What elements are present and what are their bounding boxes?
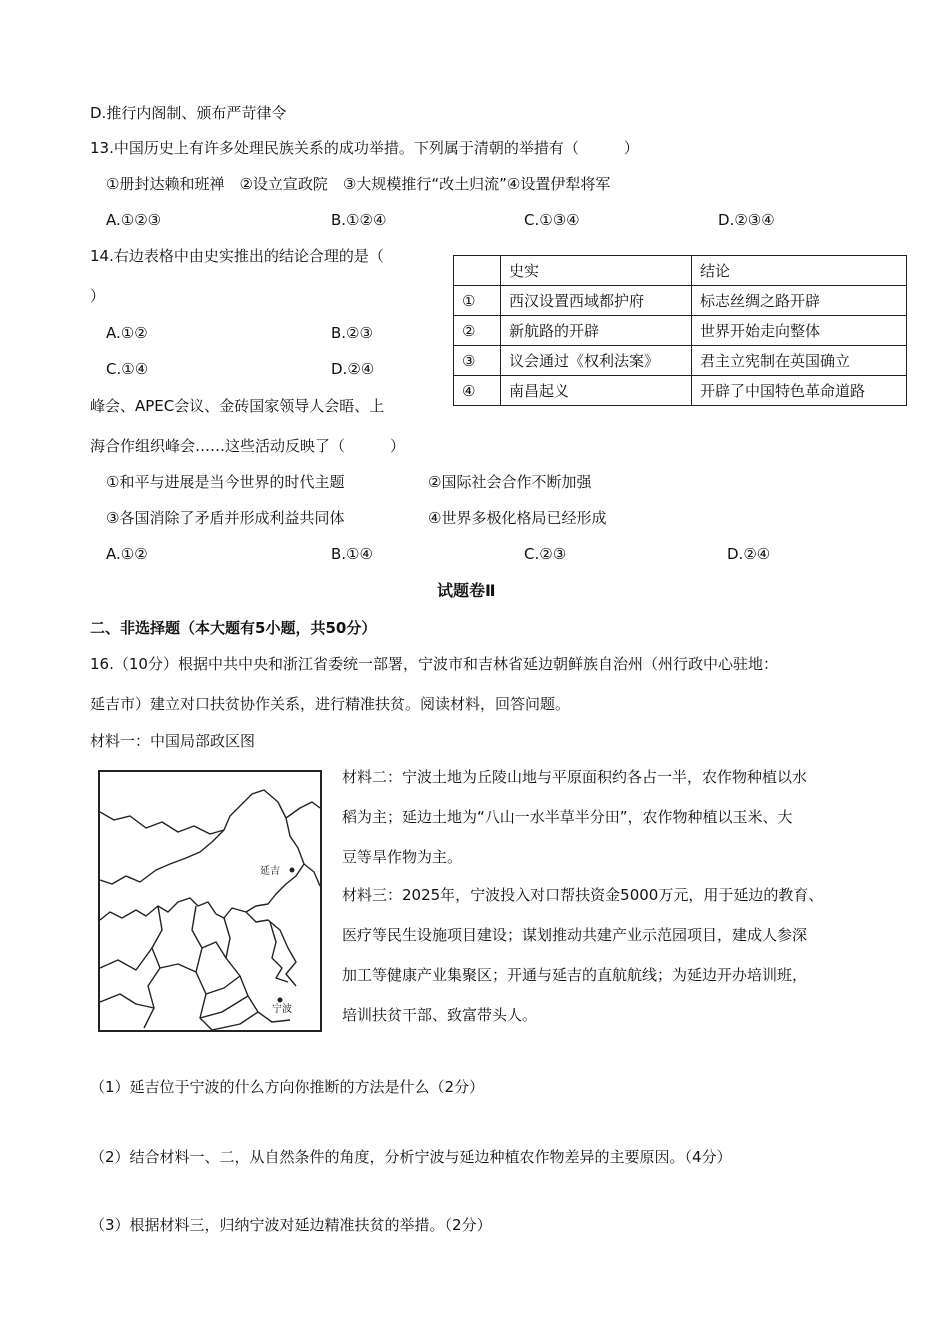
material3-line3: 加工等健康产业集聚区；开通与延吉的直航航线；为延边开办培训班， <box>342 966 808 984</box>
material2-line1: 材料二：宁波土地为丘陵山地与平原面积约各占一半，农作物种植以水 <box>342 768 808 786</box>
yanji-marker <box>290 868 295 873</box>
material3-line1: 材料三：2025年，宁波投入对口帮扶资金5000万元，用于延边的教育、 <box>342 886 824 904</box>
q13-option-b[interactable]: B.①②④ <box>331 211 387 229</box>
q15-option-c[interactable]: C.②③ <box>524 545 567 563</box>
q13-items: ①册封达赖和班禅 ②设立宣政院 ③大规模推行“改土归流”④设置伊犁将军 <box>106 175 611 193</box>
paper-title: 试题卷Ⅱ <box>437 581 496 600</box>
table-cell: 开辟了中国特色革命道路 <box>692 376 907 406</box>
table-header-cell: 史实 <box>501 256 692 286</box>
q15-option-a[interactable]: A.①② <box>106 545 148 563</box>
table-cell: 南昌起义 <box>501 376 692 406</box>
map-label-ningbo: 宁波 <box>272 1004 292 1015</box>
q13-option-d[interactable]: D.②③④ <box>718 211 775 229</box>
q14-option-a[interactable]: A.①② <box>106 324 148 342</box>
table-cell: 新航路的开辟 <box>501 316 692 346</box>
map-label-yanji: 延吉 <box>260 866 280 877</box>
q16-sub1: （1）延吉位于宁波的什么方向你推断的方法是什么（2分） <box>90 1078 485 1096</box>
table-cell: ③ <box>454 346 501 376</box>
q14-option-d[interactable]: D.②④ <box>331 360 375 378</box>
q15-option-d[interactable]: D.②④ <box>727 545 771 563</box>
section-heading: 二、非选择题（本大题有5小题，共50分） <box>90 619 377 637</box>
map-drawing <box>100 772 320 1030</box>
material2-line2: 稻为主；延边土地为“八山一水半草半分田”，农作物种植以玉米、大 <box>342 808 793 826</box>
table-cell: ④ <box>454 376 501 406</box>
q16-sub2: （2）结合材料一、二，从自然条件的角度，分析宁波与延边种植农作物差异的主要原因。（4分） <box>90 1148 732 1166</box>
q16-intro-line2: 延吉市）建立对口扶贫协作关系，进行精准扶贫。阅读材料，回答问题。 <box>90 695 571 713</box>
q15-item-3: ③各国消除了矛盾并形成利益共同体 <box>106 509 345 527</box>
q15-item-1: ①和平与进展是当今世界的时代主题 <box>106 473 345 491</box>
material2-line3: 豆等旱作物为主。 <box>342 848 463 866</box>
table-header-cell: 结论 <box>692 256 907 286</box>
q15-item-4: ④世界多极化格局已经形成 <box>428 509 607 527</box>
table-row <box>454 346 907 376</box>
table-cell: 西汉设置西域都护府 <box>501 286 692 316</box>
q14-option-c[interactable]: C.①④ <box>106 360 149 378</box>
table-row <box>454 286 907 316</box>
table-cell: ① <box>454 286 501 316</box>
table-cell: 标志丝绸之路开辟 <box>692 286 907 316</box>
q13-option-c[interactable]: C.①③④ <box>524 211 580 229</box>
table-cell: 世界开始走向整体 <box>692 316 907 346</box>
table-header-row <box>454 256 907 286</box>
material3-line4: 培训扶贫干部、致富带头人。 <box>342 1006 538 1024</box>
q14-facts-table <box>453 255 907 406</box>
q15-item-2: ②国际社会合作不断加强 <box>428 473 592 491</box>
q14-stem-line2: ） <box>90 287 106 305</box>
q16-intro-line1: 16.（10分）根据中共中央和浙江省委统一部署，宁波市和吉林省延边朝鲜族自治州（州行政中心驻地： <box>90 655 778 673</box>
q15-stem-line2: 海合作组织峰会……这些活动反映了（ ） <box>90 437 406 455</box>
q13-option-a[interactable]: A.①②③ <box>106 211 162 229</box>
table-cell: 议会通过《权利法案》 <box>501 346 692 376</box>
q16-material1-label: 材料一：中国局部政区图 <box>90 732 256 750</box>
table-cell: ② <box>454 316 501 346</box>
q14-stem-line1: 14.右边表格中由史实推出的结论合理的是（ <box>90 247 384 265</box>
material3-line2: 医疗等民生设施项目建设；谋划推动共建产业示范园项目，建成人参深 <box>342 926 808 944</box>
map-city-markers <box>278 868 295 1003</box>
table-row <box>454 316 907 346</box>
china-partial-map <box>98 770 322 1032</box>
table-row <box>454 376 907 406</box>
q13-stem: 13.中国历史上有许多处理民族关系的成功举措。下列属于清朝的举措有（ ） <box>90 139 639 157</box>
table-cell: 君主立宪制在英国确立 <box>692 346 907 376</box>
q14-option-b[interactable]: B.②③ <box>331 324 373 342</box>
table-header-cell <box>454 256 501 286</box>
ningbo-marker <box>278 998 283 1003</box>
q15-stem-line1: 峰会、APEC会议、金砖国家领导人会晤、上 <box>90 397 385 415</box>
q16-sub3: （3）根据材料三，归纳宁波对延边精准扶贫的举措。（2分） <box>90 1216 492 1234</box>
q15-option-b[interactable]: B.①④ <box>331 545 373 563</box>
q12-option-d: D.推行内阁制、颁布严苛律令 <box>90 104 287 122</box>
